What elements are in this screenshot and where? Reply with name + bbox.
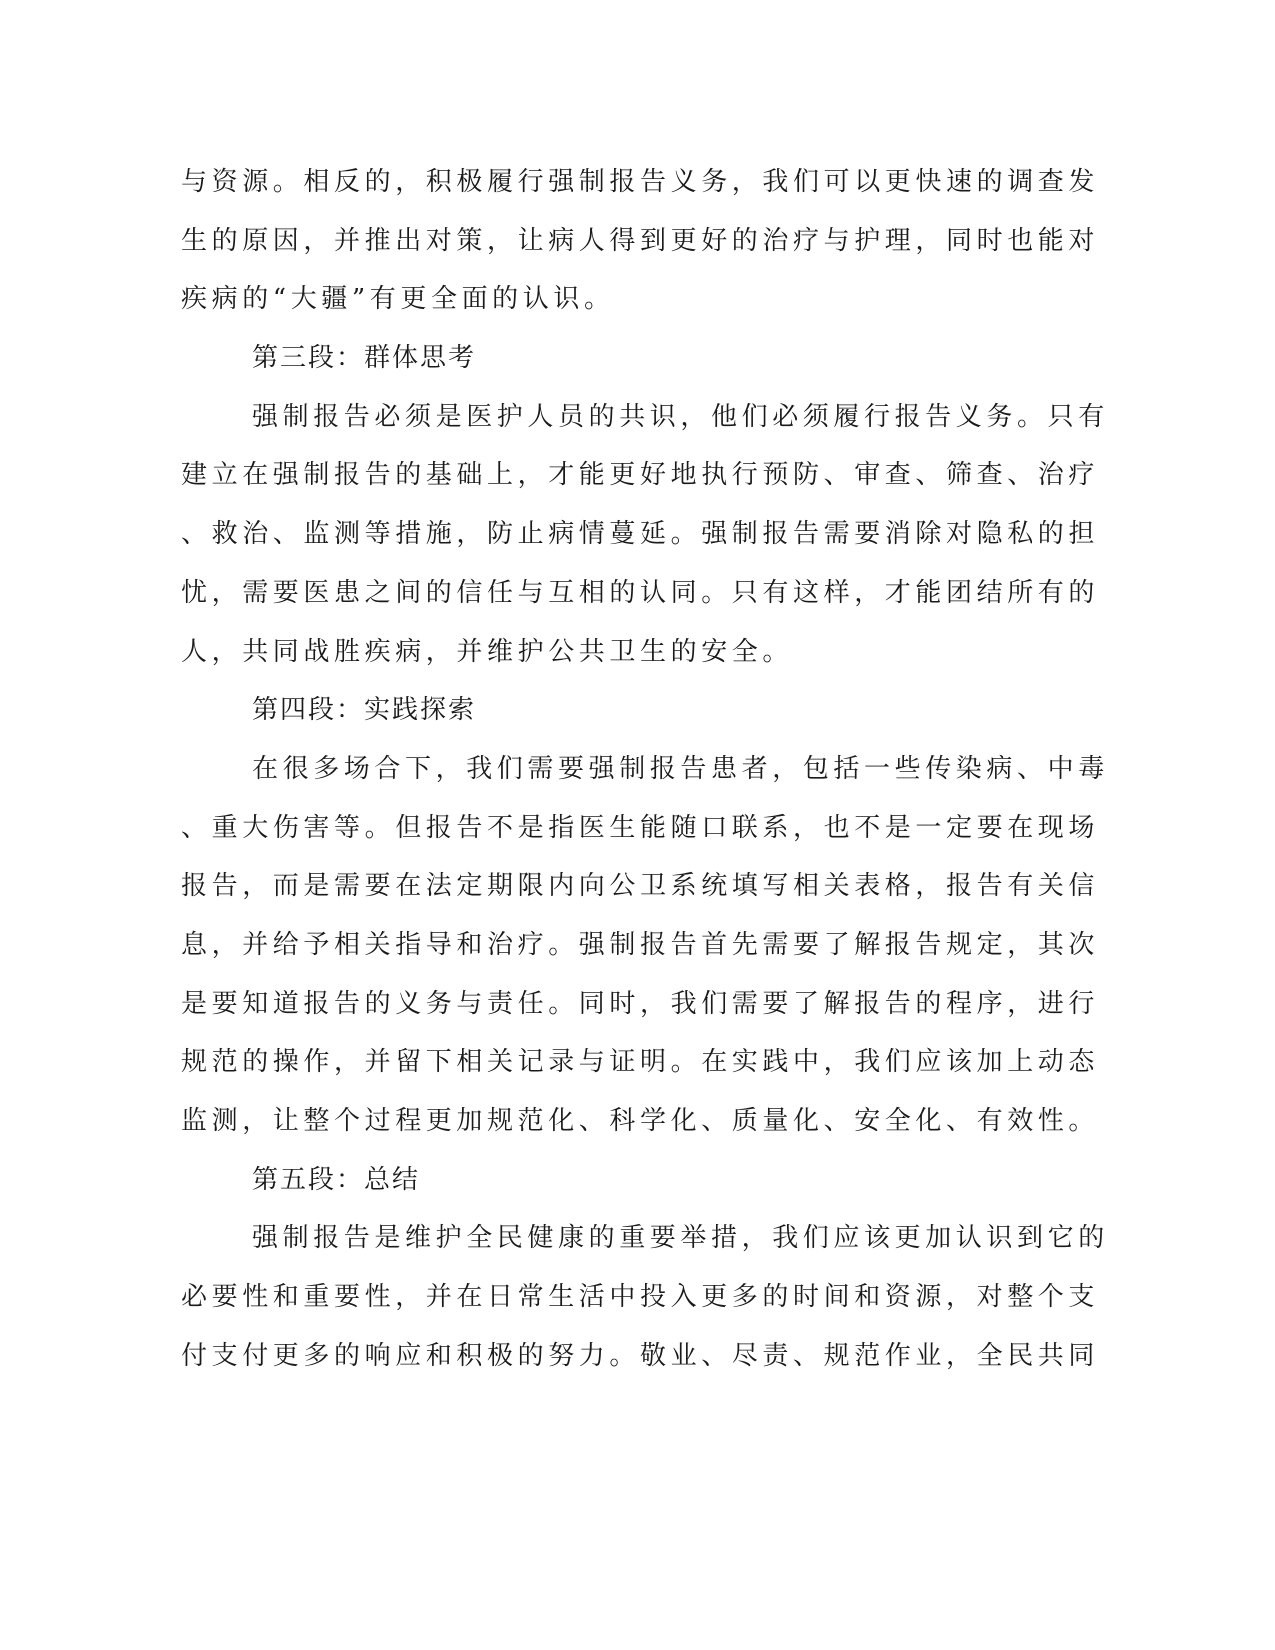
paragraph-line: 息，并给予相关指导和治疗。强制报告首先需要了解报告规定，其次 [181, 930, 1100, 960]
paragraph-line: 疾病的“大疆”有更全面的认识。 [181, 284, 615, 314]
paragraph-line: 建立在强制报告的基础上，才能更好地执行预防、审查、筛查、治疗 [181, 460, 1100, 490]
paragraph-line: 强制报告必须是医护人员的共识，他们必须履行报告义务。只有 [252, 402, 1109, 432]
section-heading: 第五段：总结 [252, 1165, 421, 1195]
paragraph-line: 人，共同战胜疾病，并维护公共卫生的安全。 [181, 637, 794, 667]
paragraph-line: 付支付更多的响应和积极的努力。敬业、尽责、规范作业，全民共同 [181, 1341, 1100, 1371]
paragraph-line: 、救治、监测等措施，防止病情蔓延。强制报告需要消除对隐私的担 [181, 519, 1100, 549]
paragraph-line: 与资源。相反的，积极履行强制报告义务，我们可以更快速的调查发 [181, 167, 1100, 197]
paragraph-line: 是要知道报告的义务与责任。同时，我们需要了解报告的程序，进行 [181, 989, 1100, 1019]
paragraph-line: 忧，需要医患之间的信任与互相的认同。只有这样，才能团结所有的 [181, 578, 1100, 608]
paragraph-line: 强制报告是维护全民健康的重要举措，我们应该更加认识到它的 [252, 1223, 1109, 1253]
paragraph-line: 生的原因，并推出对策，让病人得到更好的治疗与护理，同时也能对 [181, 226, 1100, 256]
paragraph-line: 在很多场合下，我们需要强制报告患者，包括一些传染病、中毒 [252, 754, 1109, 784]
paragraph-line: 报告，而是需要在法定期限内向公卫系统填写相关表格，报告有关信 [181, 871, 1100, 901]
section-heading: 第四段：实践探索 [252, 695, 477, 725]
paragraph-line: 必要性和重要性，并在日常生活中投入更多的时间和资源，对整个支 [181, 1282, 1100, 1312]
section-heading: 第三段：群体思考 [252, 343, 477, 373]
paragraph-line: 监测，让整个过程更加规范化、科学化、质量化、安全化、有效性。 [181, 1106, 1100, 1136]
paragraph-line: 规范的操作，并留下相关记录与证明。在实践中，我们应该加上动态 [181, 1047, 1100, 1077]
paragraph-line: 、重大伤害等。但报告不是指医生能随口联系，也不是一定要在现场 [181, 813, 1100, 843]
